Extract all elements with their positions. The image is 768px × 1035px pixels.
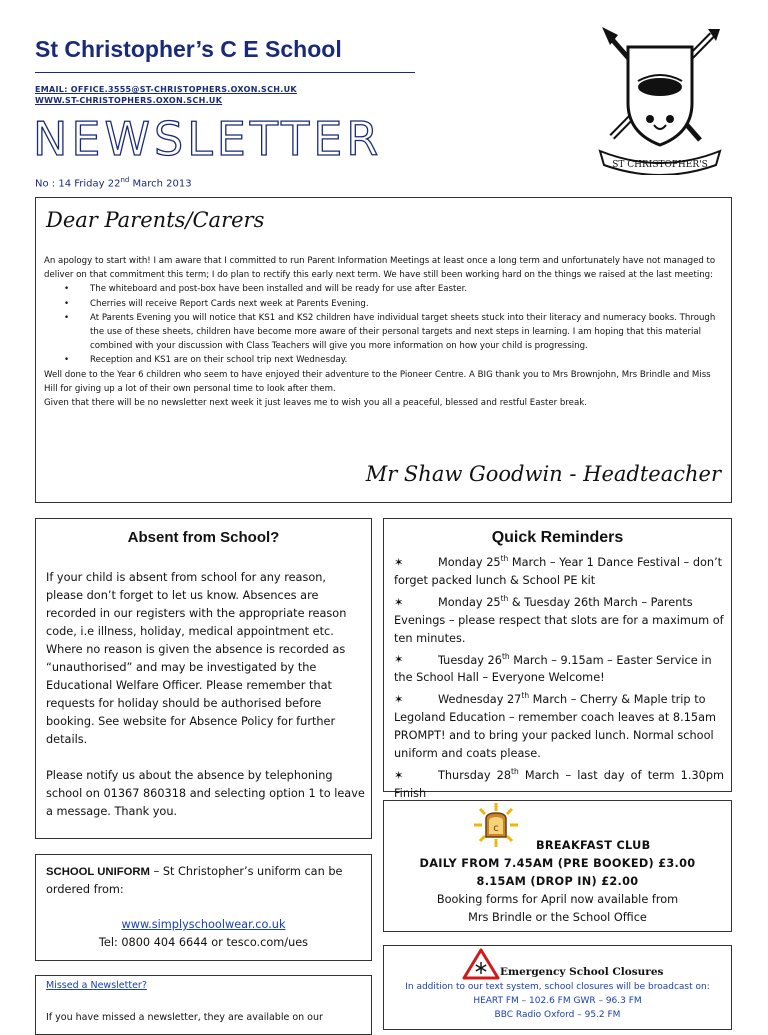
- breakfast-price-line: DAILY FROM 7.45AM (PRE BOOKED) £3.00: [419, 857, 696, 870]
- emergency-info-line: In addition to our text system, school closures will be broadcast on:: [405, 982, 710, 992]
- toast-icon: [474, 803, 518, 847]
- list-item: ✶ Monday 25th & Tuesday 26th March – Parents Evenings – please respect that slots are for a maximum of ten minutes.: [394, 593, 724, 645]
- star-bullet-icon: ✶: [394, 768, 404, 782]
- absent-body: [46, 569, 366, 839]
- breakfast-club-section: [383, 800, 732, 932]
- list-item: • The whiteboard and post-box have been installed and will be ready for use after Easter.: [90, 282, 719, 296]
- school-crest-logo: [590, 25, 730, 175]
- school-email[interactable]: EMAIL: OFFICE.3555@ST-CHRISTOPHERS.OXON.SCH.UK: [35, 85, 297, 94]
- list-item: ✶ Wednesday 27th March – Cherry & Maple trip to Legoland Education – remember coach leaves at 8.15am PROMPT! and to bring your packed lunch. Normal school uniform and coats please.: [394, 691, 716, 761]
- list-item: • At Parents Evening you will notice that KS1 and KS2 children have individual target sheets stuck into their literacy and numeracy books. Through the use of these sheets, children have become more aware of their personal targets and next steps in learning. I am hoping that this material combined with your discussion with Class Teachers will give you more information on how your child is progressing.: [90, 311, 719, 354]
- missed-newsletter-section: [35, 975, 372, 1035]
- absent-paragraph: Please notify us about the absence by telephoning school on 01367 860318 and selecting option 1 to leave a message. Thank you.: [46, 769, 365, 818]
- school-website[interactable]: WWW.ST-CHRISTOPHERS.OXON.SCH.UK: [35, 96, 223, 105]
- letter-bullet-list: [44, 282, 719, 367]
- reminders-title: Quick Reminders: [491, 529, 624, 546]
- letter-body: [44, 254, 719, 410]
- breakfast-price-line: 8.15AM (DROP IN) £2.00: [476, 875, 639, 888]
- reminders-list: [394, 550, 724, 803]
- breakfast-info-line: Mrs Brindle or the School Office: [468, 911, 647, 924]
- headteacher-letter: [35, 197, 732, 503]
- newsletter-title: NEWSLETTER: [33, 112, 383, 166]
- breakfast-club-title: BREAKFAST CLUB: [536, 839, 651, 852]
- radio-stations-line: BBC Radio Oxford – 95.2 FM: [494, 1010, 621, 1020]
- absent-section: [35, 518, 372, 839]
- svg-text:ST CHRISTOPHER'S: ST CHRISTOPHER'S: [612, 160, 708, 170]
- uniform-telephone: Tel: 0800 404 6644 or tesco.com/ues: [98, 936, 309, 949]
- star-bullet-icon: ✶: [394, 653, 404, 667]
- school-uniform-section: [35, 854, 372, 961]
- radio-stations-line: HEART FM – 102.6 FM GWR – 96.3 FM: [473, 996, 642, 1006]
- absent-paragraph: If your child is absent from school for any reason, please don’t forget to let us know. Absences are recorded in our registers with the appropriate reason code, i.e illness, holiday, medical appointment etc. Where no reason is given the absence is recorded as “unauthorised” and may be investigated by the Educational Welfare Officer. Please remember that requests for holiday should be authorised before booking. See website for Absence Policy for further details.: [46, 571, 347, 746]
- letter-greeting: Dear Parents/Carers: [46, 208, 265, 232]
- absent-title: Absent from School?: [127, 529, 280, 546]
- emergency-closures-section: [383, 945, 732, 1030]
- letter-intro: An apology to start with! I am aware that I committed to run Parent Information Meetings at least once a long term and unfortunately have not managed to deliver on that commitment this term; I do plan to rectify this early next term. We have still been working hard on the things we raised at the last meeting:: [44, 256, 716, 281]
- school-name: St Christopher’s C E School: [35, 36, 342, 62]
- letter-paragraph: Well done to the Year 6 children who seem to have enjoyed their adventure to the Pioneer Centre. A BIG thank you to Mrs Brownjohn, Mrs Brindle and Miss Hill for giving up a lot of their own personal time to look after them.: [44, 369, 711, 394]
- list-item: ✶ Tuesday 26th March – 9.15am – Easter Service in the School Hall – Everyone Welcome!: [394, 651, 712, 685]
- missed-newsletter-title[interactable]: Missed a Newsletter?: [46, 980, 147, 991]
- issue-line: No : 14 Friday 22nd March 2013: [35, 176, 192, 190]
- uniform-label: SCHOOL UNIFORM: [46, 866, 150, 878]
- headteacher-signature: Mr Shaw Goodwin - Headteacher: [365, 462, 721, 486]
- list-item: ✶ Monday 25th March – Year 1 Dance Festival – don’t forget packed lunch & School PE kit: [394, 554, 723, 587]
- uniform-website-link[interactable]: www.simplyschoolwear.co.uk: [121, 918, 286, 931]
- list-item: • Reception and KS1 are on their school trip next Wednesday.: [90, 353, 719, 367]
- uniform-text: SCHOOL UNIFORM – St Christopher’s uniform can be ordered from:: [46, 865, 343, 896]
- letter-paragraph: Given that there will be no newsletter next week it just leaves me to wish you all a peaceful, blessed and restful Easter break.: [44, 398, 587, 409]
- warning-snow-icon: [462, 948, 500, 980]
- star-bullet-icon: ✶: [394, 595, 404, 609]
- breakfast-info-line: Booking forms for April now available from: [436, 893, 679, 906]
- svg-text:c: c: [493, 823, 499, 834]
- quick-reminders-section: [383, 518, 732, 800]
- header-divider: [35, 72, 415, 73]
- list-item: ✶ Thursday 28th March – last day of term 1.30pm Finish: [394, 767, 724, 800]
- star-bullet-icon: ✶: [394, 693, 404, 707]
- list-item: • Cherries will receive Report Cards next week at Parents Evening.: [90, 297, 719, 311]
- star-bullet-icon: ✶: [394, 555, 404, 569]
- missed-newsletter-text: If you have missed a newsletter, they are available on our: [46, 1012, 323, 1023]
- emergency-title: Emergency School Closures: [500, 966, 664, 978]
